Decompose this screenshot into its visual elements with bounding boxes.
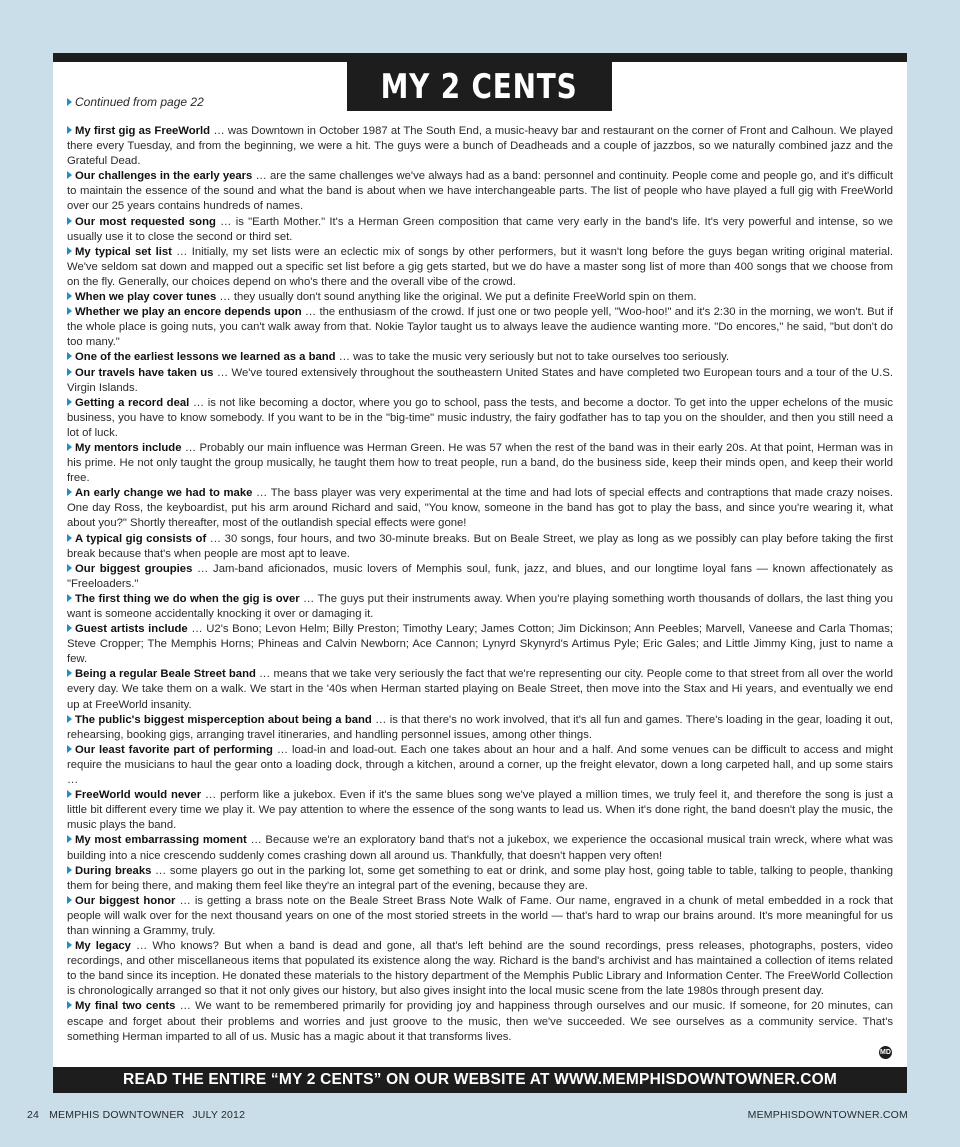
continued-text: Continued from page 22 bbox=[75, 95, 204, 109]
paragraph-text: … some players go out in the parking lot, some get something to eat or drink, and some play host, going table to table, talking to people, thanking them for being there, and making them feel like they're an integral part of the evening, because they are. bbox=[67, 864, 893, 892]
paragraph-lead: Our challenges in the early years bbox=[75, 170, 253, 183]
article-paragraph bbox=[67, 667, 893, 712]
paragraph-text: … Because we're an exploratory band that's not a jukebox, we experience the occasional musical train wreck, where what was building into a nice crescendo suddenly comes crashing down all around us. Thankfully, that doesn't happen very often! bbox=[67, 834, 893, 862]
arrow-icon bbox=[67, 247, 72, 255]
paragraph-lead: Being a regular Beale Street band bbox=[75, 668, 256, 681]
paragraph-lead: Our least favorite part of performing bbox=[75, 743, 273, 756]
paragraph-text: … they usually don't sound anything like the original. We put a definite FreeWorld spin on them. bbox=[216, 291, 697, 304]
footer-website[interactable]: MEMPHISDOWNTOWNER.COM bbox=[747, 1109, 908, 1121]
paragraph-lead: Getting a record deal bbox=[75, 396, 190, 409]
continued-note bbox=[67, 95, 204, 109]
article-paragraph bbox=[67, 532, 893, 562]
paragraph-text: … load-in and load-out. Each one takes about an hour and a half. And some venues can be difficult to access and might require the musicians to haul the gear onto a loading dock, through a kitchen, around a corner, up the freight elevator, down a long carpeted hall, and up some stairs … bbox=[67, 743, 893, 787]
article-paragraph bbox=[67, 894, 893, 939]
arrow-icon bbox=[67, 352, 72, 360]
article-body bbox=[67, 124, 893, 1045]
paragraph-text: … Probably our main influence was Herman Green. He was 57 when the rest of the band was in their early 20s. At that point, Herman was in his prime. He not only taught the group musically, he taught them how to treat people, run a band, do the business side, keep their minds open, and keep their world free. bbox=[67, 441, 893, 485]
paragraph-lead: A typical gig consists of bbox=[75, 532, 207, 545]
paragraph-lead: My final two cents bbox=[75, 1000, 176, 1013]
website-banner[interactable] bbox=[53, 1067, 907, 1093]
arrow-icon bbox=[67, 126, 72, 134]
article-paragraph bbox=[67, 245, 893, 290]
paragraph-lead: One of the earliest lessons we learned as a band bbox=[75, 351, 336, 364]
article-paragraph bbox=[67, 169, 893, 214]
arrow-icon bbox=[67, 98, 72, 106]
article-paragraph bbox=[67, 290, 893, 305]
paragraph-text: … We want to be remembered primarily for providing joy and happiness through ourselves and our music. If someone, for 20 minutes, can escape and forget about their problems and worries and just groove to the music, then we've succeeded. We see ourselves as a community service. That's something Herman imparted to all of us. Music has a magic about it that transforms lives. bbox=[67, 1000, 894, 1043]
paragraph-text: … 30 songs, four hours, and two 30-minute breaks. But on Beale Street, we play as long as we possibly can play before taking the first break because that's when people are most apt to leave. bbox=[67, 532, 893, 560]
page-number: 24 bbox=[27, 1109, 40, 1121]
arrow-icon bbox=[67, 896, 72, 904]
paragraph-lead: My mentors include bbox=[75, 441, 182, 454]
article-paragraph bbox=[67, 215, 893, 245]
arrow-icon bbox=[67, 835, 72, 843]
arrow-icon bbox=[67, 941, 72, 949]
paragraph-text: … The bass player was very experimental at the time and had lots of special effects and contraptions that made crazy noises. One day Ross, the keyboardist, put his arm around Richard and said, "You know, someone in the band has got to play the bass, and since you're wearing it, what about you?" Shortly thereafter, most of the outlandish special effects were gone! bbox=[67, 487, 893, 530]
paragraph-lead: Whether we play an encore depends upon bbox=[75, 306, 302, 319]
top-rule bbox=[53, 53, 907, 62]
paragraph-lead: My typical set list bbox=[75, 245, 172, 258]
page-title-text: MY 2 CENTS bbox=[381, 66, 578, 107]
paragraph-lead: My most embarrassing moment bbox=[75, 834, 247, 847]
paragraph-lead: My legacy bbox=[75, 940, 131, 953]
paragraph-text: … the enthusiasm of the crowd. If just one or two people yell, "Woo-hoo!" and it's 2:30 in the morning, we won't. But if the whole place is going nuts, you can't walk away from that. Nokie Taylor taught us to always leave the audience wanting more. "Do encores," he said, "but don't do too many." bbox=[67, 306, 893, 349]
arrow-icon bbox=[67, 171, 72, 179]
article-paragraph bbox=[67, 124, 893, 169]
paragraph-lead: Guest artists include bbox=[75, 623, 188, 636]
paragraph-text: … is "Earth Mother." It's a Herman Green composition that came very early in the band's life. It's very powerful and intense, so we usually use it to close the second or third set. bbox=[67, 215, 894, 243]
paragraph-text: … The guys put their instruments away. When you're playing something worth thousands of dollars, the last thing you want is someone accidentally knocking it over or damaging it. bbox=[67, 592, 893, 620]
paragraph-text: … Jam-band aficionados, music lovers of Memphis soul, funk, jazz, and blues, and our longtime loyal fans — known affectionately as "Freeloaders." bbox=[67, 562, 894, 590]
article-paragraph bbox=[67, 622, 893, 667]
article-paragraph bbox=[67, 939, 893, 999]
arrow-icon bbox=[67, 307, 72, 315]
arrow-icon bbox=[67, 488, 72, 496]
arrow-icon bbox=[67, 715, 72, 723]
article-paragraph bbox=[67, 562, 893, 592]
arrow-icon bbox=[67, 594, 72, 602]
article-paragraph bbox=[67, 999, 893, 1044]
paragraph-lead: Our biggest honor bbox=[75, 894, 176, 907]
arrow-icon bbox=[67, 745, 72, 753]
arrow-icon bbox=[67, 1001, 72, 1009]
paragraph-text: … is not like becoming a doctor, where you go to school, pass the tests, and become a doctor. To get into the upper echelons of the music business, you have to know somebody. If you want to be in the "big-time" music industry, the fairy godfather has to tap you on the shoulder, and then you still need a lot of luck. bbox=[67, 396, 893, 439]
article-paragraph bbox=[67, 366, 893, 396]
article-paragraph bbox=[67, 441, 893, 486]
article-paragraph bbox=[67, 788, 893, 833]
paragraph-text: … Initially, my set lists were an eclectic mix of songs by other performers, but it wasn't long before the guys began writing original material. We've seldom sat down and mapped out a specific set list before a gig gets started, but we do have a master song list of more than 400 songs that we choose from on the fly. Generally, our choices depend on who's there and the overall vibe of the crowd. bbox=[67, 245, 893, 288]
arrow-icon bbox=[67, 443, 72, 451]
article-paragraph bbox=[67, 592, 893, 622]
arrow-icon bbox=[67, 368, 72, 376]
paragraph-text: … are the same challenges we've always had as a band: personnel and continuity. People come and people go, and it's difficult to maintain the essence of the sound and what the band is about when we have interchangeable parts. The list of people who have played a full gig with FreeWorld over our 25 years contains hundreds of names. bbox=[67, 170, 893, 213]
paragraph-lead: An early change we had to make bbox=[75, 487, 253, 500]
paragraph-text: … was Downtown in October 1987 at The South End, a music-heavy bar and restaurant on the corner of Front and Calhoun. We played there every Tuesday, and from the beginning, we were a hit. The guys were a bunch of Deadheads and a couple of jazzbos, so we naturally combined jazz and the Grateful Dead. bbox=[67, 125, 893, 168]
paragraph-lead: During breaks bbox=[75, 864, 152, 877]
paragraph-lead: The first thing we do when the gig is over bbox=[75, 592, 300, 605]
paragraph-text: … We've toured extensively throughout the southeastern United States and have completed two European tours and a tour of the U.S. Virgin Islands. bbox=[67, 366, 893, 394]
paragraph-text: … means that we take very seriously the fact that we're representing our city. People come to that street from all over the world every day. We take them on a walk. We start in the '40s when Herman started playing on Beale Street, then move into the Stax and Hi years, and eventually we end up at FreeWorld insanity. bbox=[67, 668, 893, 711]
article-paragraph bbox=[67, 486, 893, 531]
arrow-icon bbox=[67, 624, 72, 632]
paragraph-lead: Our biggest groupies bbox=[75, 562, 193, 575]
arrow-icon bbox=[67, 534, 72, 542]
paragraph-text: … was to take the music very seriously but not to take ourselves too seriously. bbox=[335, 351, 730, 364]
paragraph-text: … Who knows? But when a band is dead and gone, all that's left behind are the sound recordings, press releases, photographs, posters, video recordings, and other miscellaneous items that populated its existence along the way. Richard is the band's archivist and has maintained a collection of items related to the band since its inception. He donated these materials to the history department of the Memphis Public Library and Information Center. The FreeWorld Collection is chronologically arranged so that it not only gives our history, but also gives insight into the local music scene from the late 1980s through present day. bbox=[67, 940, 893, 998]
arrow-icon bbox=[67, 669, 72, 677]
paragraph-lead: Our most requested song bbox=[75, 215, 216, 228]
arrow-icon bbox=[67, 790, 72, 798]
issue-date: JULY 2012 bbox=[192, 1109, 246, 1121]
banner-text: READ THE ENTIRE “MY 2 CENTS” ON OUR WEBSITE AT WWW.MEMPHISDOWNTOWNER.COM bbox=[123, 1071, 837, 1088]
article-paragraph bbox=[67, 396, 893, 441]
arrow-icon bbox=[67, 292, 72, 300]
paragraph-text: … is that there's no work involved, that it's all fun and games. There's loading in the gear, loading it out, rehearsing, booking gigs, arranging travel itineraries, and handling personnel issues, among other things. bbox=[67, 713, 893, 741]
arrow-icon bbox=[67, 398, 72, 406]
paragraph-text: … U2's Bono; Levon Helm; Billy Preston; Timothy Leary; James Cotton; Jim Dickinson; Ann Peebles; Marvell, Vaneese and Carla Thomas; Steve Cropper; The Memphis Horns; Phineas and Calvin Newborn; Ace Cannon; Lynyrd Skynyrd's Artimus Pyle; Eric Gales; and Little Jimmy King, just to name a few. bbox=[67, 623, 893, 666]
paragraph-lead: My first gig as FreeWorld bbox=[75, 125, 211, 137]
article-paragraph bbox=[67, 350, 893, 365]
article-paragraph bbox=[67, 305, 893, 350]
article-paragraph bbox=[67, 713, 893, 743]
arrow-icon bbox=[67, 866, 72, 874]
arrow-icon bbox=[67, 564, 72, 572]
publication-name: MEMPHIS DOWNTOWNER bbox=[49, 1109, 185, 1121]
paragraph-text: … is getting a brass note on the Beale Street Brass Note Walk of Fame. Our name, engraved in a chunk of metal embedded in a rock that people will walk over for the next thousand years on one of the most storied streets in the world — that's hard to wrap our brains around. It's more meaningful for us than winning a Grammy, truly. bbox=[67, 894, 893, 937]
page-title bbox=[347, 62, 612, 111]
paragraph-lead: Our travels have taken us bbox=[75, 366, 214, 379]
arrow-icon bbox=[67, 217, 72, 225]
end-mark-icon: MD bbox=[879, 1046, 892, 1059]
paragraph-text: … perform like a jukebox. Even if it's the same blues song we've played a million times, we truly feel it, and therefore the song is just a little bit different every time we play it. We pay attention to where the essence of the song wants to lead us. When it's done right, the band doesn't play the music, the music plays the band. bbox=[67, 789, 893, 832]
paragraph-lead: The public's biggest misperception about being a band bbox=[75, 713, 372, 726]
paragraph-lead: When we play cover tunes bbox=[75, 291, 217, 304]
article-paragraph bbox=[67, 864, 893, 894]
article-paragraph bbox=[67, 833, 893, 863]
footer-left bbox=[27, 1109, 245, 1121]
article-paragraph bbox=[67, 743, 893, 788]
paragraph-lead: FreeWorld would never bbox=[75, 789, 202, 802]
